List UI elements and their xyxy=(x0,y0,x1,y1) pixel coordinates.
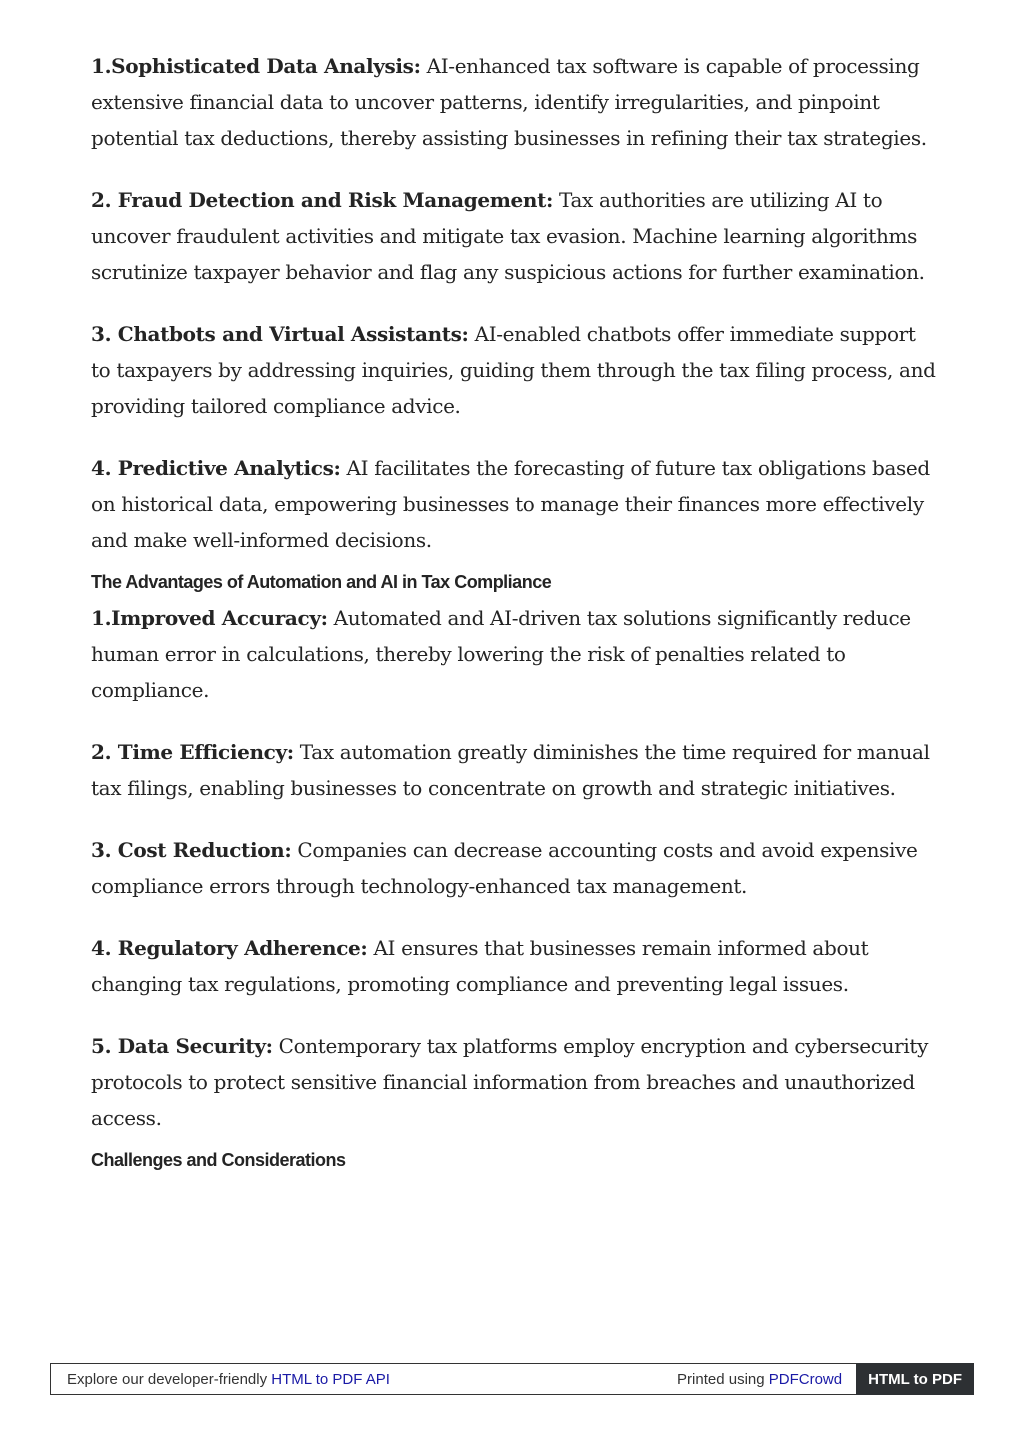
paragraph-data-analysis xyxy=(91,48,936,156)
paragraph-text: Companies can decrease accounting costs and avoid expensive compliance errors through technology-enhanced tax management. xyxy=(91,838,918,898)
paragraph-data-security xyxy=(91,1028,936,1136)
section-heading-advantages: The Advantages of Automation and AI in Tax Compliance xyxy=(91,572,552,592)
paragraph-text: Tax authorities are utilizing AI to uncover fraudulent activities and mitigate tax evasion. Machine learning algorithms scrutinize taxpayer behavior and flag any suspicious actions for further examination. xyxy=(91,188,925,284)
html-to-pdf-button[interactable]: HTML to PDF xyxy=(856,1363,974,1395)
paragraph-text: AI facilitates the forecasting of future tax obligations based on historical data, empowering businesses to manage their finances more effectively and make well-informed decisions. xyxy=(91,456,930,552)
paragraph-text: AI ensures that businesses remain informed about changing tax regulations, promoting compliance and preventing legal issues. xyxy=(91,936,869,996)
paragraph-cost-reduction xyxy=(91,832,936,904)
paragraph-chatbots xyxy=(91,316,936,424)
paragraph-fraud-detection xyxy=(91,182,936,290)
paragraph-regulatory-adherence xyxy=(91,930,936,1002)
paragraph-label: 3. Chatbots and Virtual Assistants: xyxy=(91,322,469,346)
paragraph-label: 4. Regulatory Adherence: xyxy=(91,936,368,960)
paragraph-text: Contemporary tax platforms employ encryption and cybersecurity protocols to protect sensitive financial information from breaches and unauthorized access. xyxy=(91,1034,929,1130)
paragraph-label: 2. Fraud Detection and Risk Management: xyxy=(91,188,554,212)
html-to-pdf-api-link[interactable]: HTML to PDF API xyxy=(271,1370,390,1388)
paragraph-text: Automated and AI-driven tax solutions significantly reduce human error in calculations, thereby lowering the risk of penalties related to compliance. xyxy=(91,606,911,702)
paragraph-label: 2. Time Efficiency: xyxy=(91,740,294,764)
paragraph-label: 3. Cost Reduction: xyxy=(91,838,292,862)
paragraph-label: 5. Data Security: xyxy=(91,1034,273,1058)
footer-printed xyxy=(677,1371,856,1388)
section-heading-challenges: Challenges and Considerations xyxy=(91,1150,346,1170)
paragraph-label: 1.Improved Accuracy: xyxy=(91,606,328,630)
paragraph-label: 4. Predictive Analytics: xyxy=(91,456,341,480)
pdfcrowd-footer xyxy=(50,1363,974,1395)
paragraph-text: AI-enabled chatbots offer immediate support to taxpayers by addressing inquiries, guiding them through the tax filing process, and providing tailored compliance advice. xyxy=(91,322,936,418)
paragraph-time-efficiency xyxy=(91,734,936,806)
paragraph-text: AI-enhanced tax software is capable of processing extensive financial data to uncover patterns, identify irregularities, and pinpoint potential tax deductions, thereby assisting businesses in refining their tax strategies. xyxy=(91,54,927,150)
paragraph-improved-accuracy xyxy=(91,600,936,708)
footer-explore xyxy=(51,1371,677,1388)
paragraph-label: 1.Sophisticated Data Analysis: xyxy=(91,54,421,78)
pdfcrowd-link[interactable]: PDFCrowd xyxy=(768,1370,843,1388)
footer-explore-text: Explore our developer-friendly xyxy=(67,1370,272,1388)
article-body xyxy=(91,48,936,1178)
paragraph-text: Tax automation greatly diminishes the time required for manual tax filings, enabling businesses to concentrate on growth and strategic initiatives. xyxy=(91,740,930,800)
footer-printed-text: Printed using xyxy=(677,1370,769,1388)
paragraph-predictive-analytics xyxy=(91,450,936,558)
